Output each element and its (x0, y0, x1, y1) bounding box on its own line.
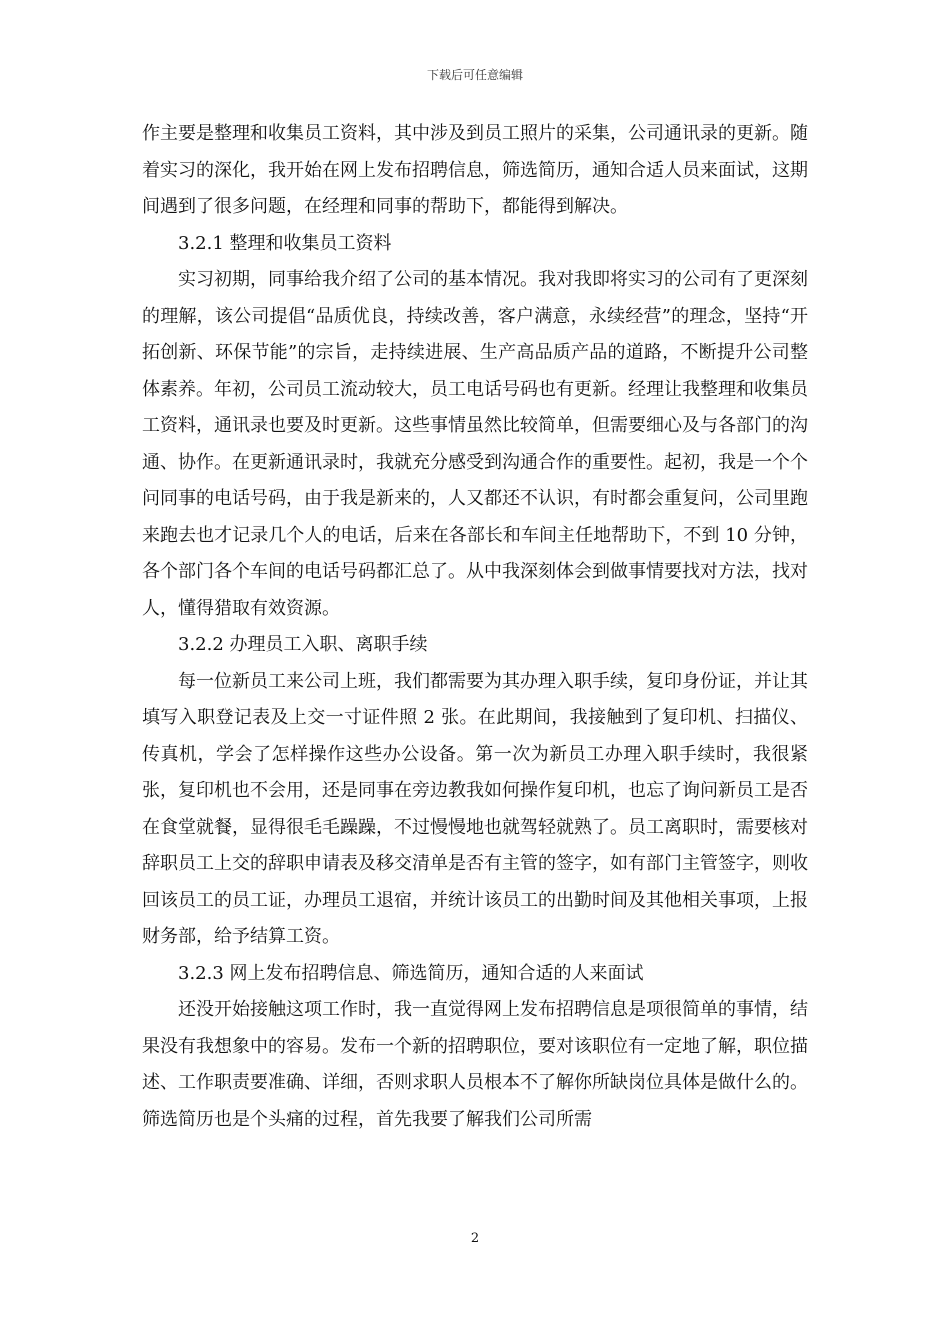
section-heading: 3.2.2 办理员工入职、离职手续 (178, 634, 428, 655)
page-number: 2 (470, 1231, 480, 1246)
document-body (142, 116, 808, 1138)
paragraph: 作主要是整理和收集员工资料，其中涉及到员工照片的采集，公司通讯录的更新。随着实习的深化，我开始在网上发布招聘信息，筛选简历，通知合适人员来面试，这期间遇到了很多问题，在经理和同事的帮助下，都能得到解决。 (142, 123, 808, 217)
section-heading: 3.2.3 网上发布招聘信息、筛选简历，通知合适的人来面试 (178, 962, 644, 984)
page-header: 下载后可任意编辑 (426, 68, 523, 82)
paragraph: 实习初期，同事给我介绍了公司的基本情况。我对我即将实习的公司有了更深刻的理解，该公司提倡“品质优良，持续改善，客户满意，永续经营”的理念，坚持“开拓创新、环保节能”的宗旨，走持续进展、生产高品质产品的道路，不断提升公司整体素养。年初，公司员工流动较大，员工电话号码也有更新。经理让我整理和收集员工资料，通讯录也要及时更新。这些事情虽然比较简单，但需要细心及与各部门的沟通、协作。在更新通讯录时，我就充分感受到沟通合作的重要性。起初，我是一个个问同事的电话号码，由于我是新来的，人又都还不认识，有时都会重复问，公司里跑来跑去也才记录几个人的电话，后来在各部长和车间主任地帮助下，不到 10 分钟，各个部门各个车间的电话号码都汇总了。从中我深刻体会到做事情要找对方法，找对人，懂得猎取有效资源。 (142, 269, 808, 619)
paragraph: 每一位新员工来公司上班，我们都需要为其办理入职手续，复印身份证，并让其填写入职登记表及上交一寸证件照 2 张。在此期间，我接触到了复印机、扫描仪、传真机，学会了怎样操作这些办公设备。第一次为新员工办理入职手续时，我很紧张，复印机也不会用，还是同事在旁边教我如何操作复印机，也忘了询问新员工是否在食堂就餐，显得很毛毛躁躁，不过慢慢地也就驾轻就熟了。员工离职时，需要核对辞职员工上交的辞职申请表及移交清单是否有主管的签字，如有部门主管签字，则收回该员工的员工证，办理员工退宿，并统计该员工的出勤时间及其他相关事项，上报财务部，给予结算工资。 (142, 670, 808, 947)
section-heading: 3.2.1 整理和收集员工资料 (178, 232, 392, 254)
paragraph: 还没开始接触这项工作时，我一直觉得网上发布招聘信息是项很简单的事情，结果没有我想象中的容易。发布一个新的招聘职位，要对该职位有一定地了解，职位描述、工作职责要准确、详细，否则求职人员根本不了解你所缺岗位具体是做什么的。筛选简历也是个头痛的过程，首先我要了解我们公司所需 (142, 999, 808, 1130)
